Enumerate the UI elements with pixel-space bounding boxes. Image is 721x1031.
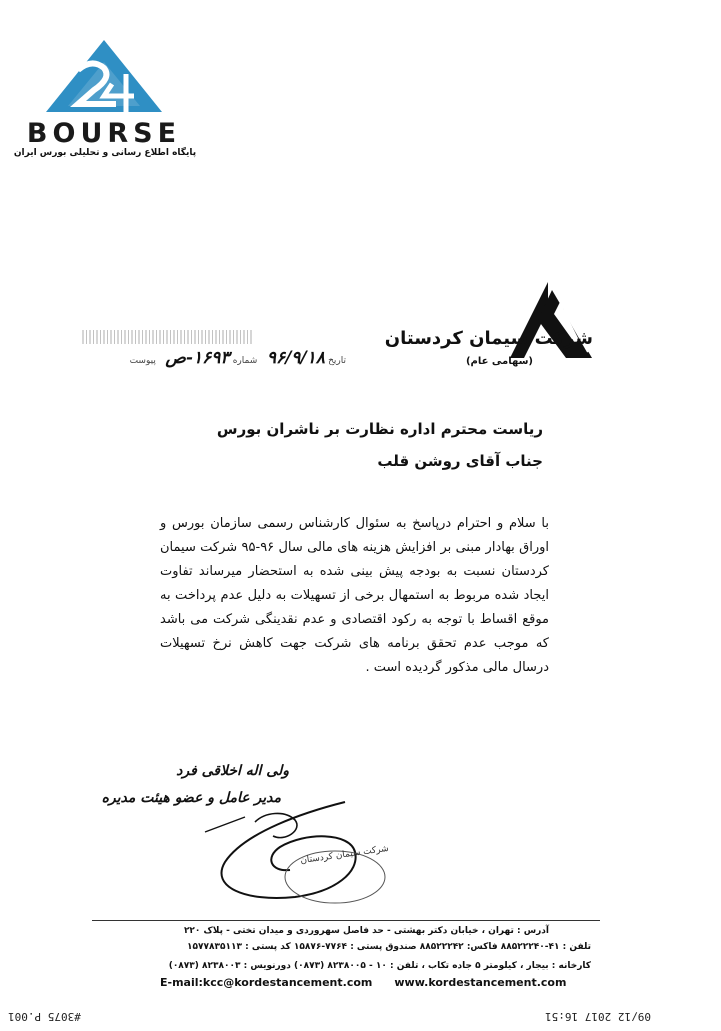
signer-name: ولی اله اخلاقی فرد: [176, 763, 289, 779]
bourse-subtitle: پایگاه اطلاع رسانی و تحلیلی بورس ایران: [13, 148, 197, 158]
stamp-strip: [82, 330, 252, 344]
company-name: شرکت سیمان کردستان: [384, 328, 593, 349]
footer-email: E-mail:kcc@kordestancement.com: [160, 976, 373, 989]
date-value: ۹۶/۹/۱۸: [266, 348, 325, 368]
footer-website: www.kordestancement.com: [394, 976, 567, 989]
footer-contacts: [160, 976, 580, 989]
letter-body: [160, 512, 549, 680]
addressee-title: ریاست محترم اداره نظارت بر ناشران بورس: [216, 420, 543, 438]
attachment-label: پیوست: [129, 356, 156, 366]
fax-timestamp: 09/12 2017 16:51: [545, 1010, 651, 1023]
addressee-name: جناب آقای روشن قلب: [377, 452, 543, 470]
signer-title: مدیر عامل و عضو هیئت مدیره: [101, 790, 281, 806]
company-type: (سهامی عام): [465, 356, 533, 367]
date-label: تاریخ: [328, 356, 346, 366]
reference-line: [116, 348, 346, 374]
signature-stamp-text: شرکت سیمان کردستان: [299, 843, 390, 867]
body-paragraph: با سلام و احترام درپاسخ به سئوال کارشناس رسمی سازمان بورس و اوراق بهادار مبنی بر افزایش هزینه های مالی سال ۹۶-۹۵ شرکت سیمان کردستان نسبت به بودجه پیش بینی شده به استحضار میرساند تفاوت ایجاد شده مربوط به استمهال برخی از تسهیلات به دلیل عدم پرداخت به موقع اقساط با توجه به رکود اقتصادی و عدم نقدینگی شرکت می باشد که موجب عدم تحقق برنامه های شرکت جهت کاهش نرخ تسهیلات درسال مالی مذکور گردیده است .: [160, 516, 549, 675]
footer-divider: [92, 920, 600, 921]
number-label: شماره: [232, 356, 258, 366]
bourse-wordmark: BOURSE: [26, 118, 182, 149]
footer-factory: کارخانه : بیجار ، کیلومتر ۵ جاده تکاب ، تلفن : ۱۰ - ۸۲۳۸۰۰۵ (۰۸۷۳) دورنویس : ۸۲۳۸۰۰۳ (۰۸۷۳): [168, 961, 591, 971]
footer-address: آدرس : تهران ، خیابان دکتر بهشتی - حد فاصل سهروردی و میدان تختی - پلاک ۲۲۰: [183, 926, 549, 936]
fax-page-id: #3075 P.001: [8, 1010, 81, 1023]
footer-phones: تلفن : ۴۱-۸۸۵۲۲۲۴۰ فاکس: ۸۸۵۲۲۲۴۲ صندوق پستی : ۷۷۶۴-۱۵۸۷۶ کد پستی : ۱۵۷۷۸۳۵۱۱۳: [187, 942, 591, 952]
number-value: ۱۶۹۳-ص: [165, 348, 230, 368]
